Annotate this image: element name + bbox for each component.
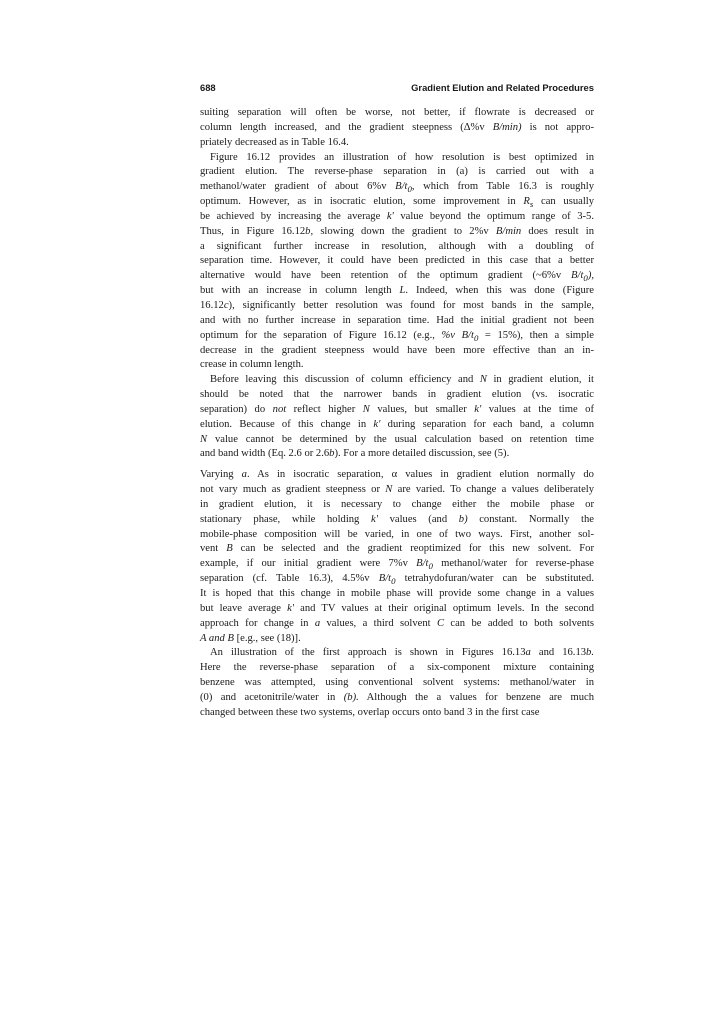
text-line: N value cannot be determined by the usual calculation based on retention time [200, 433, 594, 445]
text-line: and with no further increase in separation time. Had the initial gradient not been [200, 314, 594, 326]
text-line: alternative would have been retention of the optimum gradient (~6%v $B/t_0$), [200, 270, 594, 284]
paragraph [200, 646, 594, 720]
text-line: Before leaving this discussion of column efficiency and N in gradient elution, it [210, 374, 594, 386]
text-line: vent B can be selected and the gradient reoptimized for this new solvent. For [200, 543, 594, 555]
text-line: A and B [e.g., see (18)]. [200, 632, 301, 644]
text-line: suiting separation will often be worse, not better, if flowrate is decreased or [200, 107, 594, 118]
text-line: not vary much as gradient steepness or N are varied. To change a values deliberately [200, 484, 595, 496]
text-line: crease in column length. [200, 359, 304, 371]
page-number: 688 [200, 82, 216, 93]
text-line: optimum for the separation of Figure 16.12 (e.g., %v $B/t_0 = 15\%$), then a simple [200, 329, 594, 343]
text-line: separation (cf. Table 16.3), 4.5%v $B/t_0$ tetrahydofuran/water can be substituted. [200, 573, 594, 587]
text-line: should be noted that the narrower bands in gradient elution (vs. isocratic [200, 389, 594, 401]
text-line: Varying a. As in isocratic separation, α values in gradient elution normally do [200, 469, 594, 481]
text-line: (0) and acetonitrile/water in (b). Although the a values for benzene are much [200, 691, 594, 703]
text-line: example, if our initial gradient were 7%v $B/t_0$ methanol/water for reverse-phase [200, 558, 595, 572]
text-line: separation) do not reflect higher N values, but smaller k' values at the time of [200, 403, 594, 415]
text-line: mobile-phase composition will be varied, in one of two ways. First, another sol- [200, 528, 594, 540]
text-line: but leave average k' and TV values at their original optimum levels. In the second [200, 602, 594, 614]
text-line: gradient elution. The reverse-phase separation in (a) is carried out with a [200, 166, 594, 178]
running-head: Gradient Elution and Related Procedures [411, 82, 594, 93]
text-line: An illustration of the first approach is shown in Figures 16.13a and 16.13b. [210, 647, 594, 659]
text-line: benzene was attempted, using conventional solvent systems: methanol/water in [200, 677, 594, 689]
paragraph [200, 151, 594, 374]
text-line: 16.12c), significantly better resolution was found for most bands in the sample, [200, 299, 594, 311]
text-line: be achieved by increasing the average k' value beyond the optimum range of 3-5. [200, 210, 594, 222]
text-line: elution. Because of this change in k' during separation for each band, a column [200, 418, 594, 430]
text-line: optimum. However, as in isocratic elution, some improvement in $R_s$ can usually [200, 196, 594, 210]
paragraph [200, 468, 594, 646]
text-line: decrease in the gradient steepness would have been more effective than an in- [200, 344, 594, 356]
text-line: Figure 16.12 provides an illustration of how resolution is best optimized in [210, 151, 594, 163]
text-line: Thus, in Figure 16.12b, slowing down the gradient to 2%v B/min does result in [200, 225, 595, 237]
text-line: It is hoped that this change in mobile phase will provide some change in a values [200, 588, 594, 599]
text-line: approach for change in a values, a third solvent C can be added to both solvents [200, 617, 594, 629]
text-line: methanol/water gradient of about 6%v $B/t_0$, which from Table 16.3 is roughly [200, 181, 595, 195]
text-line: Here the reverse-phase separation of a six-component mixture containing [200, 662, 594, 674]
body-text [200, 106, 594, 721]
text-line: priately decreased as in Table 16.4. [200, 136, 349, 148]
text-line: stationary phase, while holding k' values (and b) constant. Normally the [200, 513, 594, 525]
text-line: and band width (Eq. 2.6 or 2.6b). For a more detailed discussion, see (5). [200, 448, 510, 460]
text-line: changed between these two systems, overlap occurs onto band 3 in the first case [200, 706, 540, 718]
page-header [200, 82, 594, 96]
paragraph [200, 373, 594, 462]
text-line: in gradient elution, it is necessary to change either the mobile phase or [200, 498, 594, 510]
text-line: a significant further increase in resolution, although with a doubling of [200, 240, 594, 252]
text-line: column length increased, and the gradient steepness (Δ%v B/min) is not appro- [200, 121, 594, 133]
text-line: but with an increase in column length L. Indeed, when this was done (Figure [200, 285, 594, 297]
paragraph [200, 106, 594, 151]
text-line: separation time. However, it could have been predicted in this case that a better [200, 255, 594, 267]
